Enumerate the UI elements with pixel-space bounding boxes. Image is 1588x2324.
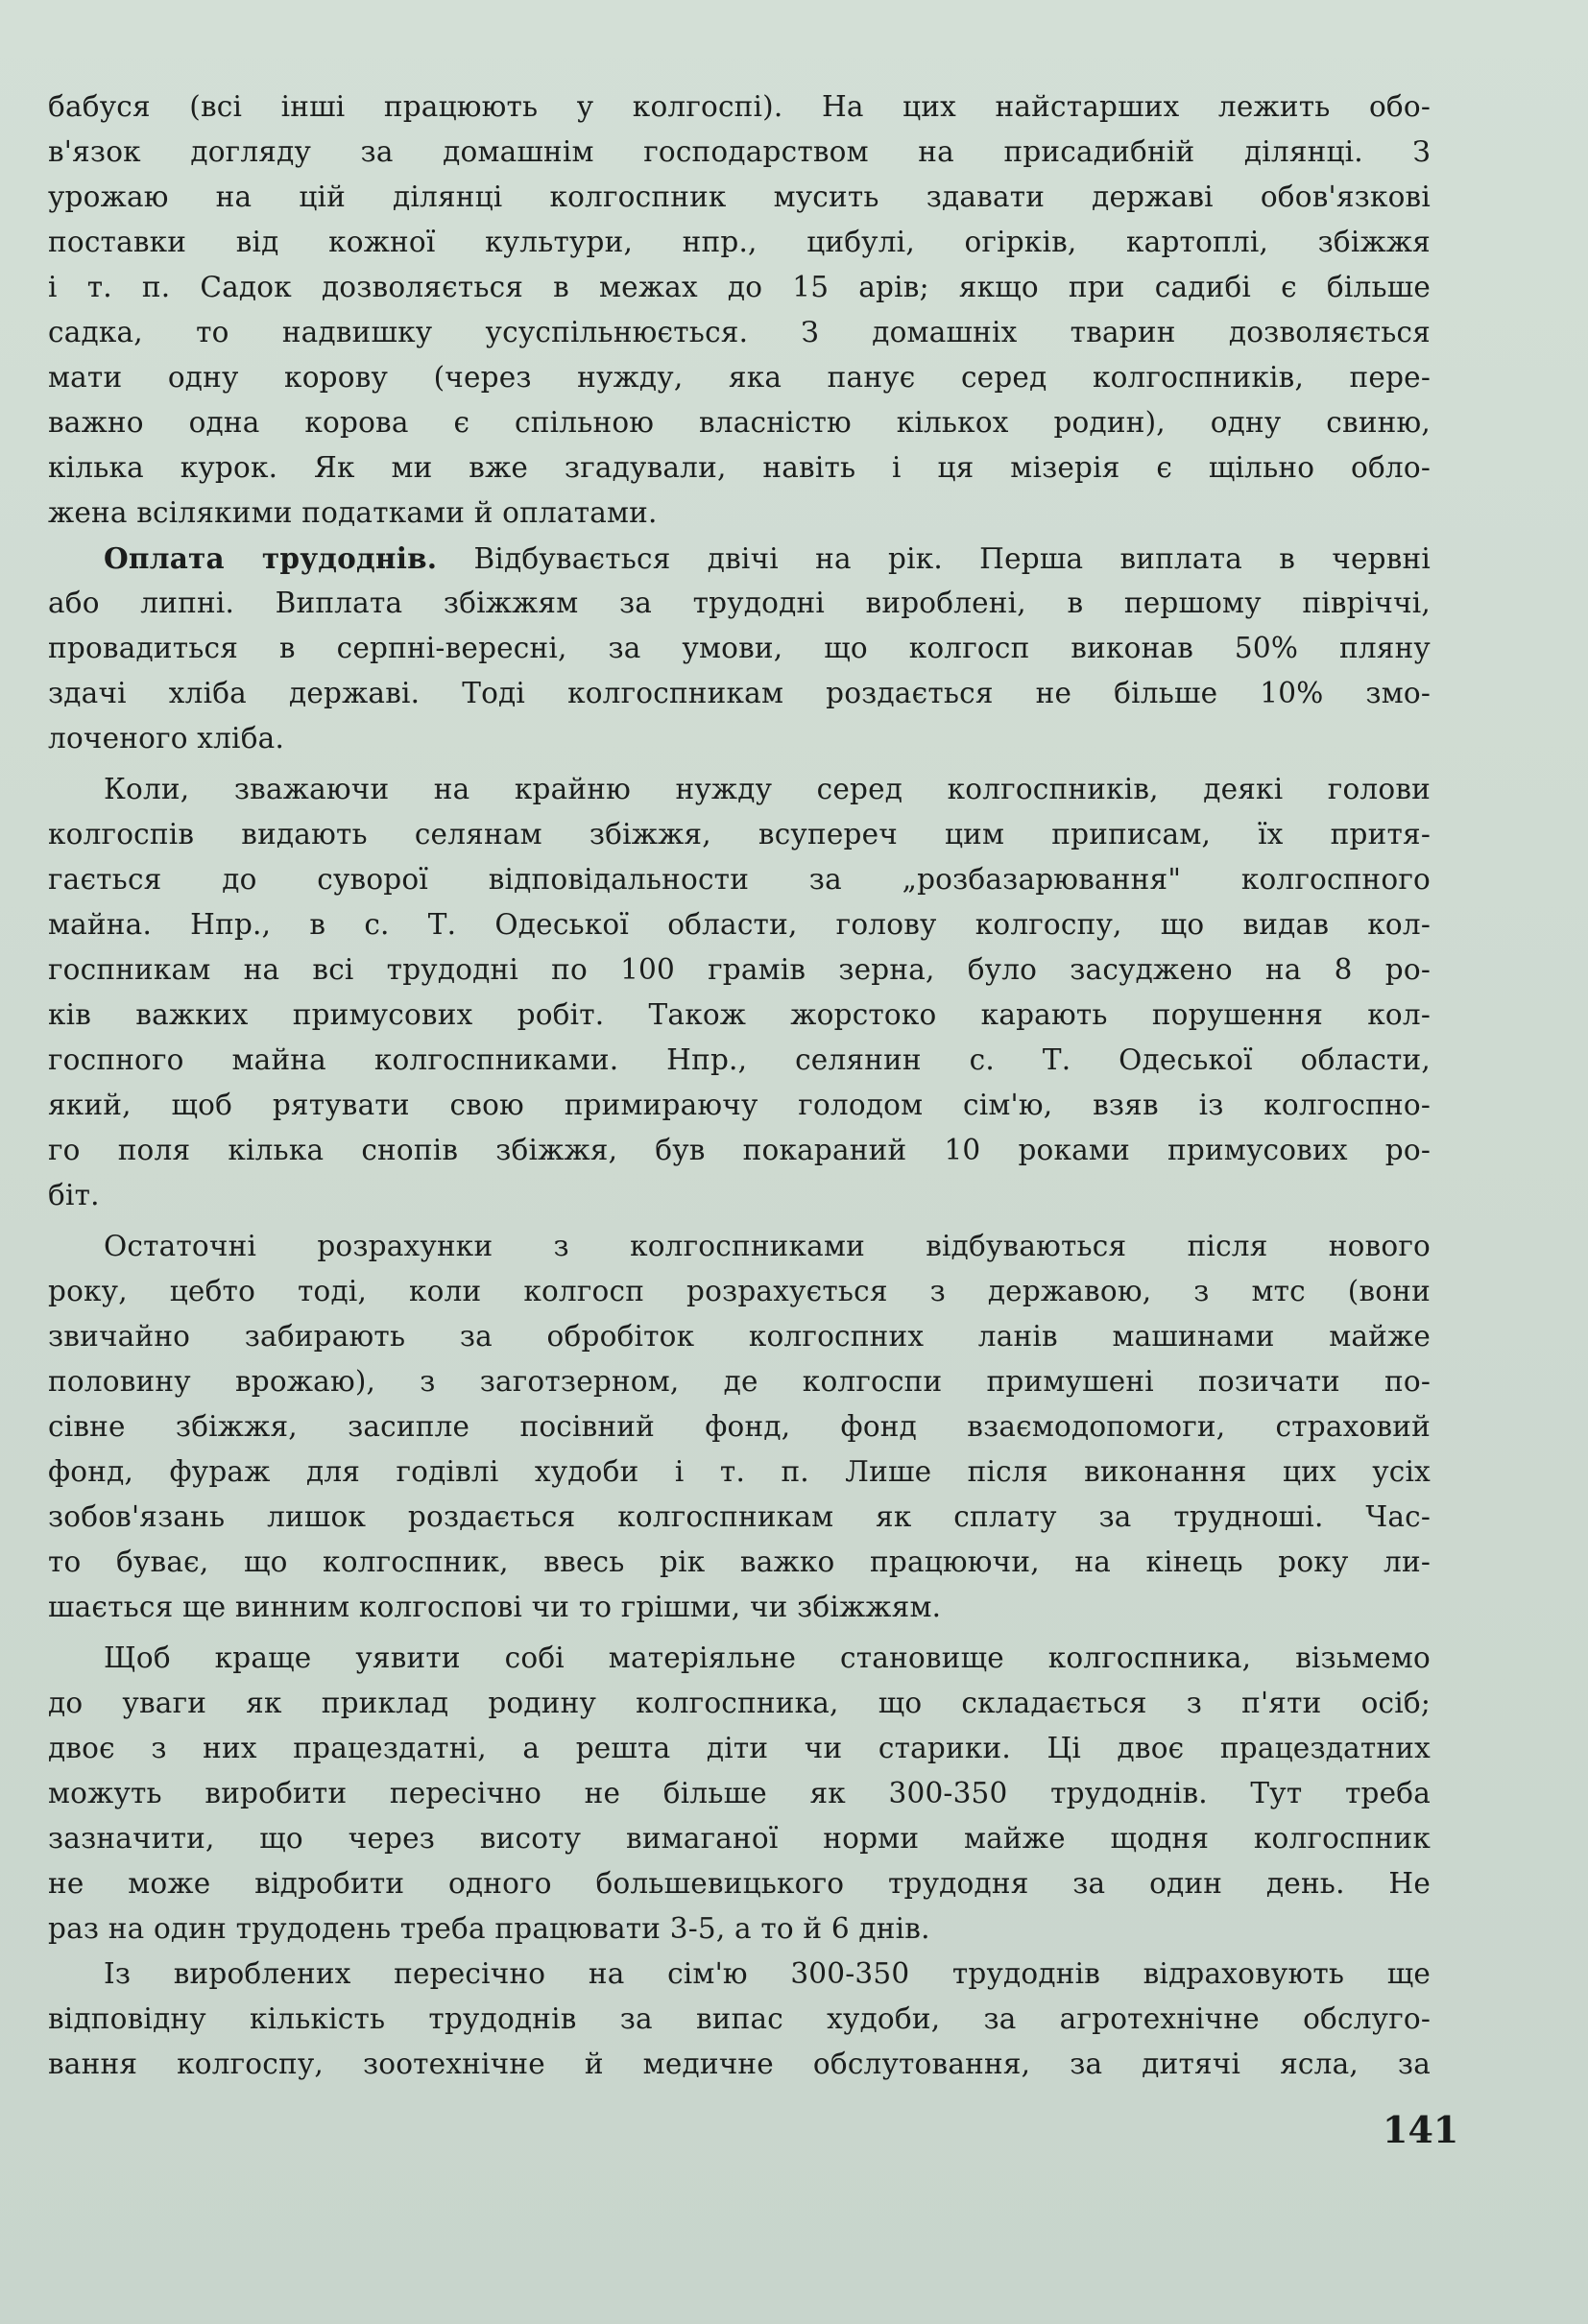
text-line: провадиться в серпні-вересні, за умови, що колгосп виконав 50% пляну xyxy=(48,632,1431,664)
text-line: шається ще винним колгоспові чи то грішми, чи збіжжям. xyxy=(48,1591,942,1623)
text-line: ків важких примусових робіт. Також жорстоко карають порушення кол- xyxy=(48,998,1431,1031)
page-number: 141 xyxy=(1383,2108,1459,2151)
text-line: здачі хліба державі. Тоді колгоспникам роздається не більше 10% змо- xyxy=(48,677,1431,709)
text-line: урожаю на цій ділянці колгоспник мусить здавати державі обов'язкові xyxy=(48,180,1431,213)
text-line: який, щоб рятувати свою примираючу голодом сім'ю, взяв із колгоспно- xyxy=(48,1089,1431,1121)
text-line: до уваги як приклад родину колгоспника, що складається з п'яти осіб; xyxy=(48,1687,1431,1719)
text-line: року, цебто тоді, коли колгосп розрахується з державою, з мтс (вони xyxy=(48,1275,1431,1307)
text-line: сівне збіжжя, засипле посівний фонд, фонд взаємодопомоги, страховий xyxy=(48,1410,1431,1443)
text-line: го поля кілька снопів збіжжя, був покараний 10 роками примусових ро- xyxy=(48,1134,1431,1166)
text-line: Щоб краще уявити собі матеріяльне становище колгоспника, візьмемо xyxy=(104,1641,1431,1674)
text-line: важно одна корова є спільною власністю кількох родин), одну свиню, xyxy=(48,406,1431,439)
text-line: Коли, зважаючи на крайню нужду серед колгоспників, деякі голови xyxy=(104,773,1431,805)
text-line: Остаточні розрахунки з колгоспниками відбуваються після нового xyxy=(104,1230,1431,1262)
text-line: жена всілякими податками й оплатами. xyxy=(48,496,658,529)
text-line: мати одну корову (через нужду, яка панує серед колгоспників, пере- xyxy=(48,361,1431,394)
text-line xyxy=(48,536,1431,581)
text-line-rest: Відбувається двічі на рік. Перша виплата в червні xyxy=(473,542,1431,575)
text-line: бабуся (всі інші працюють у колгоспі). На цих найстарших лежить обо- xyxy=(48,90,1431,123)
text-line: не може відробити одного большевицького трудодня за один день. Не xyxy=(48,1867,1431,1900)
text-line: половину врожаю), з заготзерном, де колгоспи примушені позичати по- xyxy=(48,1365,1431,1398)
text-line: фонд, фураж для годівлі худоби і т. п. Лише після виконання цих усіх xyxy=(48,1455,1431,1488)
text-line: або липні. Виплата збіжжям за трудодні вироблені, в першому півріччі, xyxy=(48,587,1431,619)
text-line: Із вироблених пересічно на сім'ю 300-350 трудоднів відраховують ще xyxy=(104,1957,1431,1990)
text-line: зазначити, що через висоту вимаганої норми майже щодня колгоспник xyxy=(48,1822,1431,1855)
text-line: відповідну кількість трудоднів за випас худоби, за агротехнічне обслуго- xyxy=(48,2002,1431,2035)
text-line: колгоспів видають селянам збіжжя, всупереч цим приписам, їх притя- xyxy=(48,818,1431,851)
text-line: гається до суворої відповідальности за „розбазарювання" колгоспного xyxy=(48,863,1431,896)
text-line: майна. Нпр., в с. Т. Одеської области, голову колгоспу, що видав кол- xyxy=(48,908,1431,941)
text-line: раз на один трудодень треба працювати 3-5, а то й 6 днів. xyxy=(48,1912,930,1945)
text-line: зобов'язань лишок роздається колгоспникам як сплату за трудноші. Час- xyxy=(48,1500,1431,1533)
text-line: і т. п. Садок дозволяється в межах до 15 арів; якщо при садибі є більше xyxy=(48,271,1431,303)
text-line: вання колгоспу, зоотехнічне й медичне обслутовання, за дитячі ясла, за xyxy=(48,2048,1431,2080)
text-line: в'язок догляду за домашнім господарством на присадибній ділянці. З xyxy=(48,135,1431,168)
text-line: госпного майна колгоспниками. Нпр., селянин с. Т. Одеської области, xyxy=(48,1043,1431,1076)
text-line: кілька курок. Як ми вже згадували, навіть і ця мізерія є щільно обло- xyxy=(48,451,1431,484)
section-heading: Оплата трудоднів. xyxy=(104,541,438,575)
text-line: госпникам на всі трудодні по 100 грамів зерна, було засуджено на 8 ро- xyxy=(48,953,1431,986)
body-text xyxy=(48,84,1431,2087)
text-line: біт. xyxy=(48,1179,100,1211)
text-line: звичайно забирають за обробіток колгоспних ланів машинами майже xyxy=(48,1320,1431,1353)
text-line: двоє з них працездатні, а решта діти чи старики. Ці двоє працездатних xyxy=(48,1732,1431,1764)
text-line: поставки від кожної культури, нпр., цибулі, огірків, картоплі, збіжжя xyxy=(48,226,1431,258)
text-line: то буває, що колгоспник, ввесь рік важко працюючи, на кінець року ли- xyxy=(48,1545,1431,1578)
text-line: лоченого хліба. xyxy=(48,722,285,755)
text-line: садка, то надвишку усуспільнюється. З домашніх тварин дозволяється xyxy=(48,316,1431,348)
text-line: можуть виробити пересічно не більше як 300-350 трудоднів. Тут треба xyxy=(48,1777,1431,1809)
